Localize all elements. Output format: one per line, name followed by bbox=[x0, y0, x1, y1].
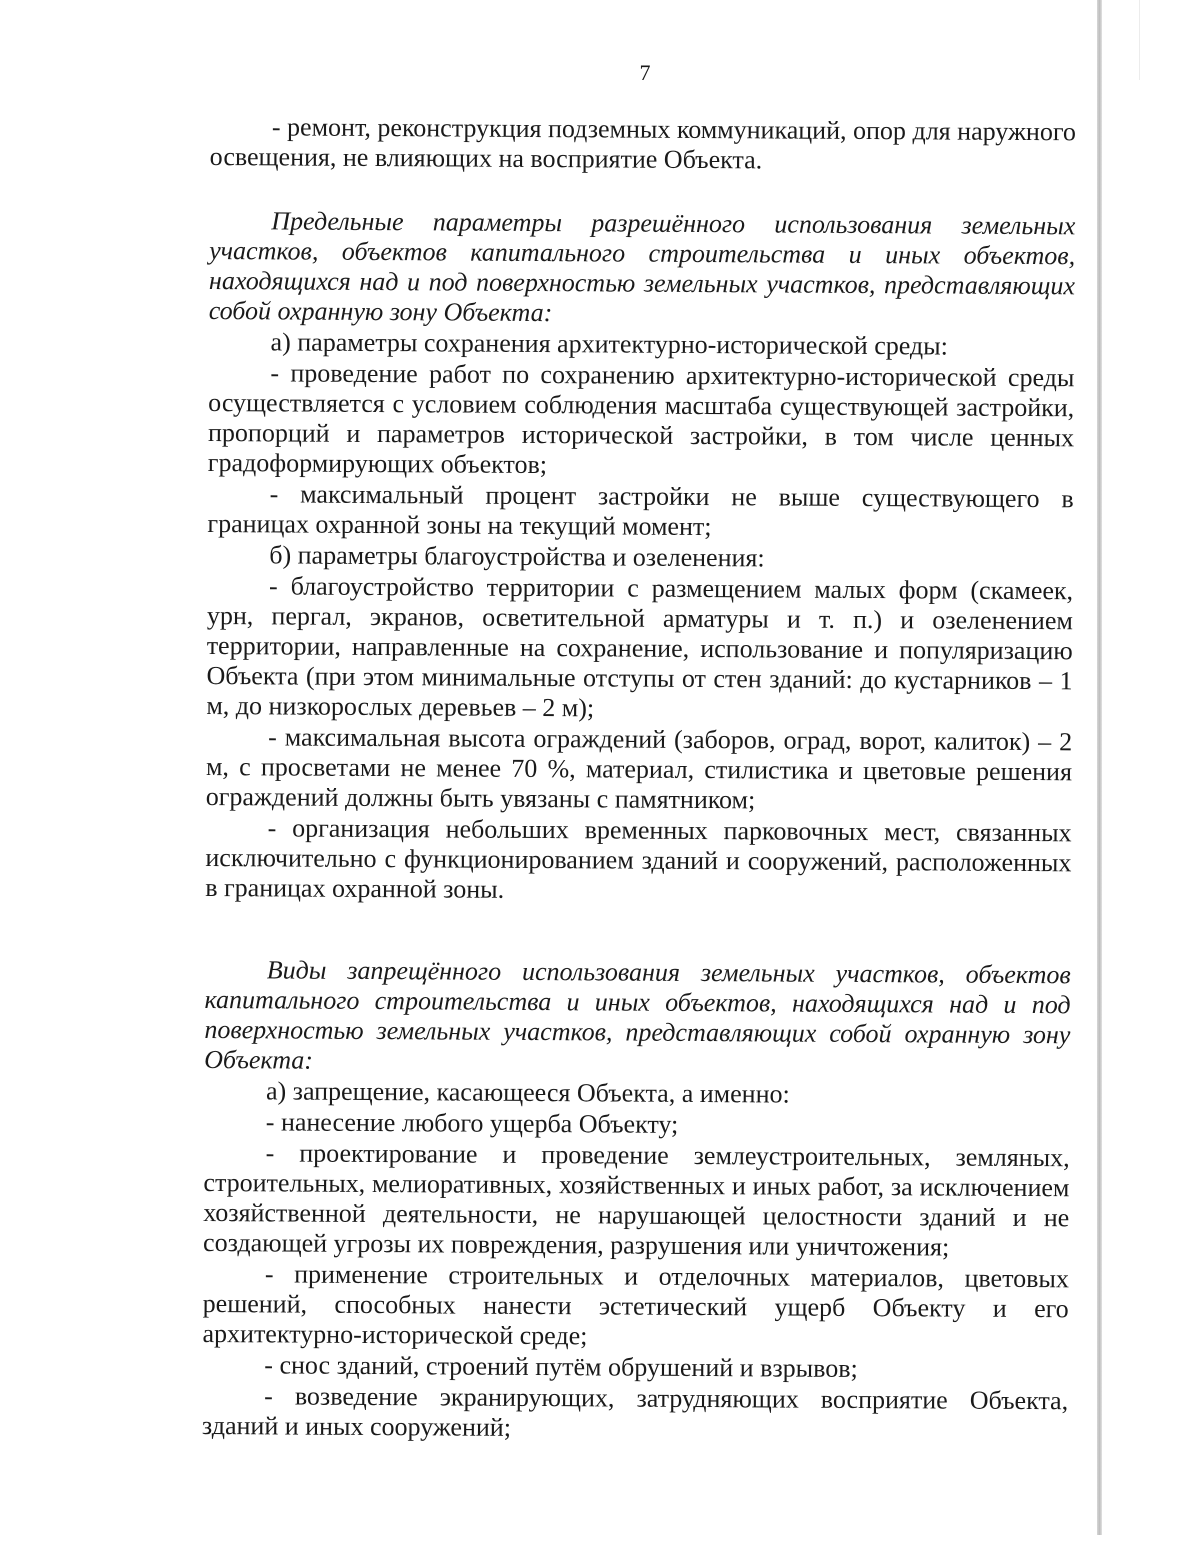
paragraph-preservation-works: - проведение работ по сохранению архитектурно-исторической среды осуществляется с условием соблюдения масштаба существующей застройки, пропорций и параметров исторической застройки, в том числе ценных градоформирующих объектов; bbox=[207, 358, 1075, 480]
paragraph-parking: - организация небольших временных парковочных мест, связанных исключительно с функционированием зданий и сооружений, расположенных в границах охранной зоны. bbox=[205, 813, 1072, 904]
heading-permitted-parameters: Предельные параметры разрешённого использования земельных участков, объектов капитального строительства и иных объектов, находящихся над и под поверхностью земельных участков, представляющих собой охранную зону Объекта: bbox=[208, 206, 1076, 328]
paragraph-repair-communications: - ремонт, реконструкция подземных коммуникаций, опор для наружного освещения, не влияющих на восприятие Объекта. bbox=[209, 112, 1076, 175]
document-body bbox=[202, 112, 1076, 1446]
heading-prohibited-use: Виды запрещённого использования земельных участков, объектов капитального строительства и иных объектов, находящихся над и под поверхностью земельных участков, представляющих собой охранную зону Объекта: bbox=[204, 955, 1071, 1075]
paragraph-prohibition-object: а) запрещение, касающееся Объекта, а именно: bbox=[265, 1076, 790, 1109]
paragraph-landscaping-small-forms: - благоустройство территории с размещением малых форм (скамеек, урн, пергал, экранов, осветительной арматуры и т. п.) и озеленением территории, направленные на сохранение, использование и популяризацию Объекта (при этом минимальные отступы от стен зданий: до кустарников – 1 м, до низкорослых деревьев – 2 м); bbox=[206, 571, 1074, 723]
paragraph-max-building-percent: - максимальный процент застройки не выше существующего в границах охранной зоны на текущий момент; bbox=[207, 479, 1074, 542]
scan-edge-shadow bbox=[1097, 0, 1102, 1535]
paragraph-no-damage: - нанесение любого ущерба Объекту; bbox=[265, 1107, 679, 1139]
paragraph-preservation-parameters: а) параметры сохранения архитектурно-исторической среды: bbox=[270, 327, 949, 361]
paragraph-landscaping-parameters: б) параметры благоустройства и озеленения: bbox=[269, 540, 765, 573]
paragraph-design-works: - проектирование и проведение землеустроительных, земляных, строительных, мелиоративных, хозяйственных и иных работ, за исключением хозяйственной деятельности, не нарушающей целостности зданий и не создающей угрозы их повреждения, разрушения или уничтожения; bbox=[203, 1138, 1070, 1262]
paragraph-materials: - применение строительных и отделочных материалов, цветовых решений, способных нанести эстетический ущерб Объекту и его архитектурно-исторической среде; bbox=[202, 1259, 1069, 1351]
paragraph-fence-height: - максимальная высота ограждений (заборов, оград, ворот, калиток) – 2 м, с просветами не менее 70 %, материал, стилистика и цветовые решения ограждений должны быть увязаны с памятником; bbox=[205, 722, 1073, 815]
page-number: 7 bbox=[639, 60, 651, 85]
paragraph-screening-buildings: - возведение экранирующих, затрудняющих восприятие Объекта, зданий и иных сооружений; bbox=[201, 1381, 1069, 1442]
paragraph-demolition: - снос зданий, строений путём обрушений и взрывов; bbox=[264, 1350, 858, 1383]
